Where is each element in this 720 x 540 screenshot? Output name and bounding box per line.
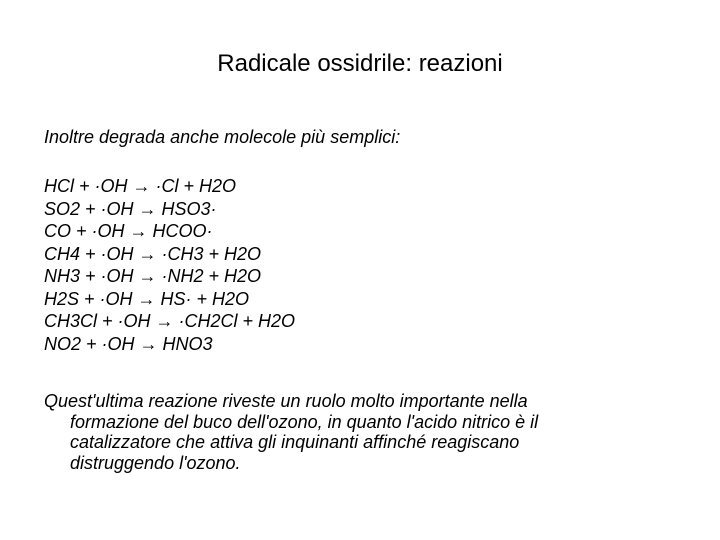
reaction-ch4: CH4 + ·OH → ·CH3 + H2O [44, 243, 262, 264]
reaction-ch3cl: CH3Cl + ·OH → ·CH2Cl + H2O [44, 311, 296, 331]
closing-paragraph [44, 391, 624, 473]
closing-line: Quest'ultima reazione riveste un ruolo molto importante nella [44, 391, 528, 411]
reaction-hcl: HCl + ·OH → ·Cl + H2O [44, 176, 237, 196]
slide-title: Radicale ossidrile: reazioni [217, 50, 503, 77]
closing-line: catalizzatore che attiva gli inquinanti affinché reagiscano [70, 432, 520, 452]
closing-line: distruggendo l'ozono. [70, 452, 241, 473]
reaction-so2: SO2 + ·OH → HSO3· [44, 198, 217, 219]
reaction-h2s: H2S + ·OH → HS· + H2O [44, 288, 250, 309]
closing-line: formazione del buco dell'ozono, in quanto l'acido nitrico è il [70, 411, 539, 432]
reaction-list [44, 175, 295, 355]
intro-text: Inoltre degrada anche molecole più semplici: [44, 127, 401, 147]
reaction-co: CO + ·OH → HCOO· [44, 221, 213, 241]
reaction-no2: NO2 + ·OH → HNO3 [44, 333, 213, 354]
reaction-nh3: NH3 + ·OH → ·NH2 + H2O [44, 266, 262, 286]
